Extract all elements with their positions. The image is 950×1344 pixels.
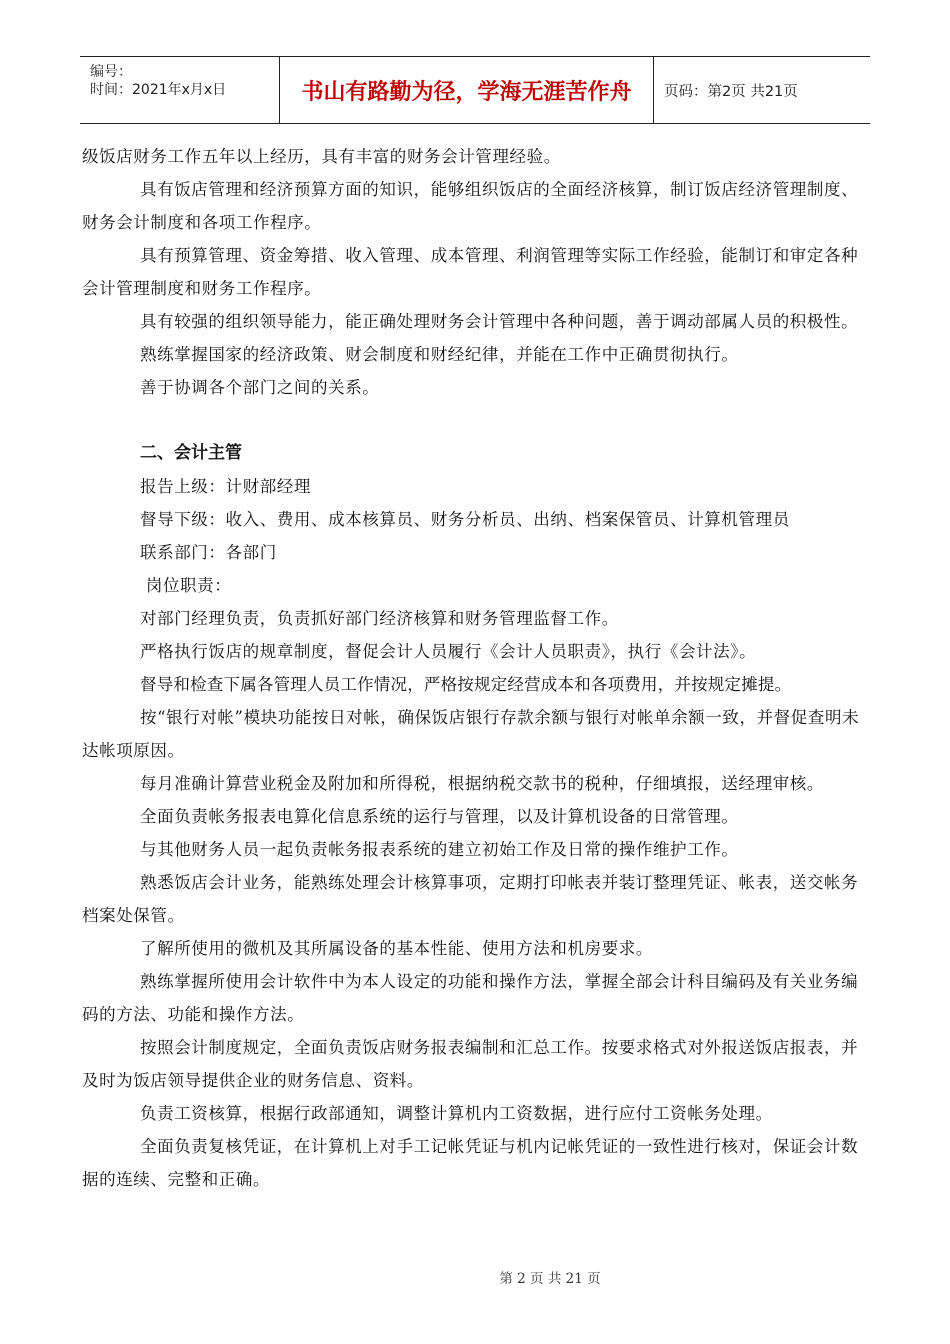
page-footer: 第 2 页 共 21 页 xyxy=(499,1271,601,1287)
duty-item: 熟练掌握所使用会计软件中为本人设定的功能和操作方法，掌握全部会计科目编码及有关业务编码的方法、功能和操作方法。 xyxy=(82,972,859,1024)
duty-item: 负责工资核算，根据行政部通知，调整计算机内工资数据，进行应付工资帐务处理。 xyxy=(140,1104,773,1123)
report-to: 报告上级：计财部经理 xyxy=(140,477,311,496)
duty-item: 对部门经理负责，负责抓好部门经济核算和财务管理监督工作。 xyxy=(140,609,619,628)
time-label: 时间：2021年x月x日 xyxy=(90,82,227,98)
duty-item: 全面负责复核凭证，在计算机上对手工记帐凭证与机内记帐凭证的一致性进行核对，保证会计数据的连续、完整和正确。 xyxy=(82,1137,859,1189)
duty-item: 严格执行饭店的规章制度，督促会计人员履行《会计人员职责》，执行《会计法》。 xyxy=(140,642,757,661)
paragraph: 具有较强的组织领导能力，能正确处理财务会计管理中各种问题，善于调动部属人员的积极性。 xyxy=(140,312,859,331)
duty-item: 全面负责帐务报表电算化信息系统的运行与管理，以及计算机设备的日常管理。 xyxy=(140,807,739,826)
duty-item: 与其他财务人员一起负责帐务报表系统的建立初始工作及日常的操作维护工作。 xyxy=(140,840,739,859)
spacer xyxy=(82,404,872,437)
duty-item: 了解所使用的微机及其所属设备的基本性能、使用方法和机房要求。 xyxy=(140,939,653,958)
number-label: 编号： xyxy=(90,64,132,80)
supervise: 督导下级：收入、费用、成本核算员、财务分析员、出纳、档案保管员、计算机管理员 xyxy=(140,510,790,529)
paragraph: 善于协调各个部门之间的关系。 xyxy=(140,378,380,397)
contact-departments: 联系部门：各部门 xyxy=(140,543,277,562)
duty-item: 每月准确计算营业税金及附加和所得税，根据纳税交款书的税种，仔细填报，送经理审核。 xyxy=(140,774,824,793)
section-title: 二、会计主管 xyxy=(140,443,242,463)
page-header xyxy=(80,56,870,124)
header-page-info: 页码：第2页 共21页 xyxy=(664,83,798,100)
header-motto: 书山有路勤为径，学海无涯苦作舟 xyxy=(280,57,654,123)
duties-label: 岗位职责： xyxy=(140,576,232,595)
paragraph: 具有饭店管理和经济预算方面的知识，能够组织饭店的全面经济核算，制订饭店经济管理制度、财务会计制度和各项工作程序。 xyxy=(82,180,859,232)
paragraph: 级饭店财务工作五年以上经历，具有丰富的财务会计管理经验。 xyxy=(82,147,561,166)
paragraph: 具有预算管理、资金筹措、收入管理、成本管理、利润管理等实际工作经验，能制订和审定各种会计管理制度和财务工作程序。 xyxy=(82,246,859,298)
paragraph: 熟练掌握国家的经济政策、财会制度和财经纪律，并能在工作中正确贯彻执行。 xyxy=(140,345,739,364)
duty-item: 熟悉饭店会计业务，能熟练处理会计核算事项，定期打印帐表并装订整理凭证、帐表，送交帐务档案处保管。 xyxy=(82,873,859,925)
duty-item: 按照会计制度规定，全面负责饭店财务报表编制和汇总工作。按要求格式对外报送饭店报表，并及时为饭店领导提供企业的财务信息、资料。 xyxy=(82,1038,859,1090)
duty-item: 按“银行对帐”模块功能按日对帐，确保饭店银行存款余额与银行对帐单余额一致，并督促查明未达帐项原因。 xyxy=(82,708,860,760)
document-body xyxy=(82,140,872,1196)
header-meta xyxy=(80,57,280,123)
duty-item: 督导和检查下属各管理人员工作情况，严格按规定经营成本和各项费用，并按规定摊提。 xyxy=(140,675,792,694)
